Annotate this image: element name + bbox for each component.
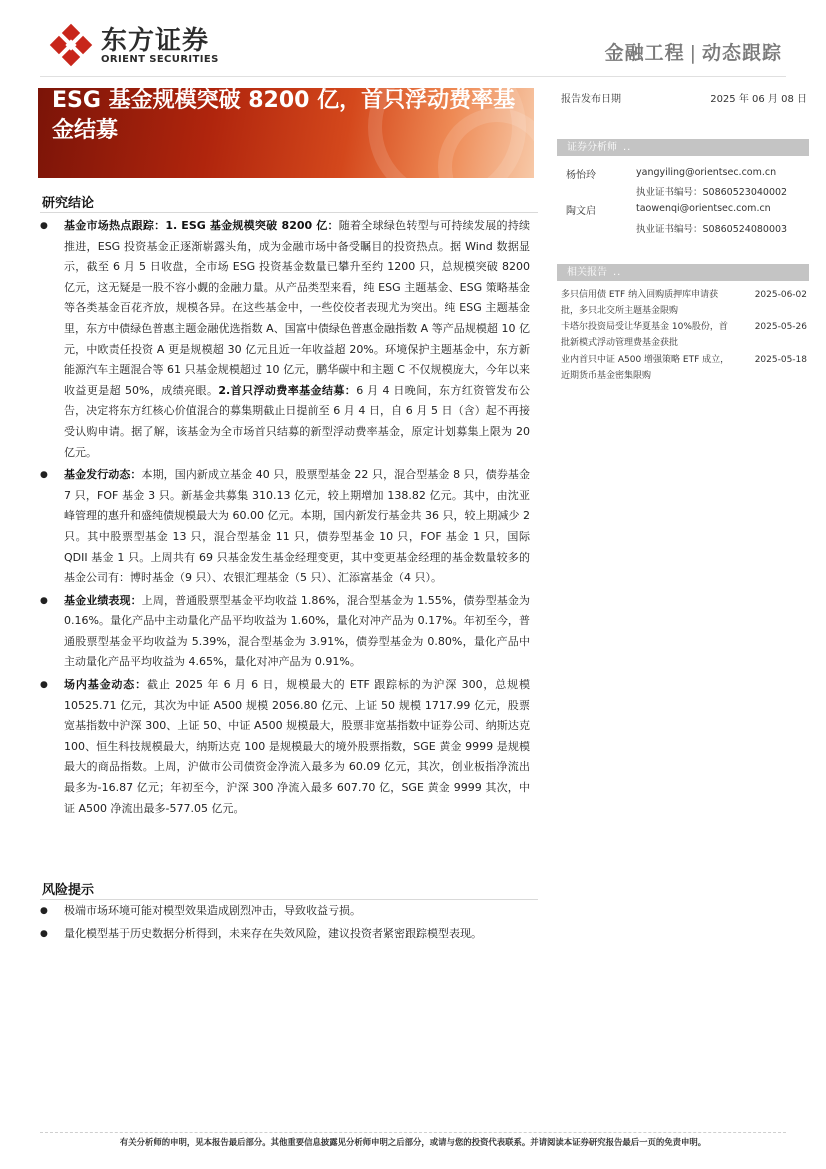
item-label: 基金业绩表现： (64, 593, 142, 607)
analyst-name: 陶文启 (566, 206, 596, 217)
orient-securities-logo-icon (48, 22, 94, 68)
risks-list (40, 901, 530, 946)
item-text: 上周，普通股票型基金平均收益 1.86%，混合型基金为 1.55%，债券型基金为 0.16%。量化产品中主动量化产品平均收益为 1.60%，量化对冲产品为 0.17%。年初至今，普通股票型基金平均收益为 5.39%，混合型基金为 3.91%，债券型基金为 0.80%，量化产品中主动量化产品平均收益为 4.65%，量化对冲产品为 0.91%。 (64, 593, 530, 669)
risk-text: 极端市场环境可能对模型效果造成剧烈冲击，导致收益亏损。 (64, 904, 361, 917)
analysts-header-label: 证券分析师 (567, 142, 617, 153)
list-item (40, 465, 530, 589)
category-separator: | (689, 42, 697, 64)
bullet-icon: ● (40, 906, 48, 916)
bullet-icon: ● (40, 595, 48, 606)
report-category (605, 38, 782, 65)
conclusions-title: 研究结论 (42, 196, 95, 211)
header-dots: .. (623, 142, 632, 153)
related-report-line: 近期货币基金密集限购 (561, 371, 652, 381)
item-label: 基金市场热点跟踪： (64, 219, 166, 232)
analyst-cert: 执业证书编号：S0860523040002 (636, 187, 788, 198)
related-report-line: 卡塔尔投资局受让华夏基金 10%股份，首 (561, 322, 728, 332)
related-report-line: 批新模式浮动管理费基金获批 (561, 338, 679, 348)
list-item (40, 216, 531, 463)
item-text: 6 月 4 日晚间，东方红资管发布公告，决定将东方红核心价值混合的募集期截止日提前至 6 月 4 日，自 6 月 5 日（含）起不再接受认购申请。据了解，该基金为全市场首只结募的新型浮动费率基金，原定计划募集上限为 20 亿元。 (64, 383, 530, 459)
header-dots: .. (613, 267, 622, 278)
bullet-icon: ● (40, 680, 48, 691)
related-reports-header (557, 264, 809, 281)
related-report-link[interactable] (561, 352, 751, 384)
date-label: 报告发布日期 (561, 94, 621, 105)
conclusions-list (40, 216, 531, 821)
risk-text: 量化模型基于历史数据分析得到，未来存在失效风险，建议投资者紧密跟踪模型表现。 (64, 926, 482, 940)
bullet-icon: ● (40, 470, 48, 481)
report-title: ESG 基金规模突破 8200 亿，首只浮动费率基金结募 (52, 88, 516, 143)
related-report-line: 批，多只北交所主题基金限购 (561, 306, 679, 316)
section-divider (40, 899, 538, 900)
item-sublabel: 1. ESG 基金规模突破 8200 亿： (165, 219, 339, 232)
bullet-icon: ● (40, 928, 48, 939)
analyst-cert: 执业证书编号：S0860524080003 (636, 224, 788, 235)
item-sublabel: 2.首只浮动费率基金结募： (218, 383, 357, 397)
analyst-email: taowenqi@orientsec.com.cn (636, 203, 771, 214)
item-label: 场内基金动态： (64, 678, 147, 692)
footer-divider (40, 1132, 786, 1133)
brand-name-cn: 东方证券 (101, 26, 210, 56)
item-text: 截止 2025 年 6 月 6 日，规模最大的 ETF 跟踪标的为沪深 300，总规模 10525.71 亿元，其次为中证 A500 规模 2056.80 亿元、上证 50 规模 1717.99 亿元，股票宽基指数中沪深 300、上证 50、中证 A500 规模最大，股票非宽基指数中证券公司、纳斯达克 100、恒生科技规模最大，纳斯达克 100 是规模最大的境外股票指数，SGE 黄金 9999 是规模最大的商品指数。上周，沪做市公司债资金净流入最多为 60.09 亿元，其次，创业板指净流出最多为-16.87 亿元；年初至今，沪深 300 净流入最多 607.70 亿，SGE 黄金 9999 其次，中证 A500 净流出最多-577.05 亿元。 (64, 678, 531, 815)
item-text: 本期，国内新成立基金 40 只，股票型基金 22 只，混合型基金 8 只，债券基金 7 只，FOF 基金 3 只。新基金共募集 310.13 亿元，较上期增加 138.82 亿元。其中，由沈亚峰管理的惠升和盛纯债规模最大为 60.00 亿元。本期，国内新发行基金共 36 只，较上期减少 2 只。其中股票型基金 13 只，混合型基金 11 只，债券型基金 10 只，FOF 基金 1 只，国际 QDII 基金 1 只。上周共有 69 只基金发生基金经理变更，其中变更基金经理的基金数量较多的基金公司有：博时基金（9 只）、农银汇理基金（5 只）、汇添富基金（4 只）。 (64, 468, 530, 585)
related-report-date: 2025-05-26 (754, 322, 807, 332)
related-report-link[interactable] (561, 319, 751, 351)
header-divider (40, 76, 786, 77)
section-divider (40, 212, 538, 213)
report-subsection: 动态跟踪 (701, 42, 782, 64)
bullet-icon: ● (40, 221, 48, 231)
item-label: 基金发行动态： (64, 468, 142, 482)
related-report-link[interactable] (561, 287, 751, 319)
related-header-label: 相关报告 (567, 267, 607, 278)
analyst-name: 杨怡玲 (566, 170, 596, 181)
list-item (40, 924, 530, 945)
footer-disclaimer: 有关分析师的申明，见本报告最后部分。其他重要信息披露见分析师申明之后部分，或请与您的投资代表联系。并请阅读本证券研究报告最后一页的免责申明。 (119, 1137, 707, 1147)
item-text: 随着全球绿色转型与可持续发展的持续推进，ESG 投资基金正逐渐崭露头角，成为金融市场中备受瞩目的投资热点。据 Wind 数据显示，截至 6 月 5 日收盘，全市场 ESG 投资基金数量已攀升至约 1200 只，总规模突破 8200 亿元，这无疑是一股不容小觑的金融力量。从产品类型来看，纯 ESG 主题基金、ESG 策略基金等各类基金百花齐放，规模各异。在这些基金中，一些佼佼者表现尤为突出。纯 ESG 主题基金里，东方中债绿色普惠主题金融优选指数 A、国富中债绿色普惠金融指数 A 等产品规模超 10 亿元，中欧责任投资 A 更是规模超 30 亿元且近一年收益超 20%。环境保护主题基金中，东方新能源汽车主题混合等 61 只基金规模超过 10 亿元，鹏华碳中和主题 C 不仅规模庞大，今年以来收益更是超 50%，成绩亮眼。 (64, 219, 531, 397)
publish-date: 2025 年 06 月 08 日 (710, 94, 807, 105)
report-section: 金融工程 (604, 42, 685, 64)
related-report-date: 2025-06-02 (754, 290, 807, 300)
related-report-line: 多只信用债 ETF 纳入回购质押库申请获 (561, 290, 719, 300)
related-report-date: 2025-05-18 (754, 355, 807, 365)
list-item (40, 901, 530, 922)
list-item (40, 675, 531, 819)
brand-name-en: ORIENT SECURITIES (101, 54, 219, 65)
risks-title: 风险提示 (42, 883, 95, 898)
list-item (40, 591, 530, 673)
related-report-line: 业内首只中证 A500 增强策略 ETF 成立， (561, 355, 730, 365)
analysts-header (557, 139, 809, 156)
analyst-email: yangyiling@orientsec.com.cn (636, 167, 777, 178)
